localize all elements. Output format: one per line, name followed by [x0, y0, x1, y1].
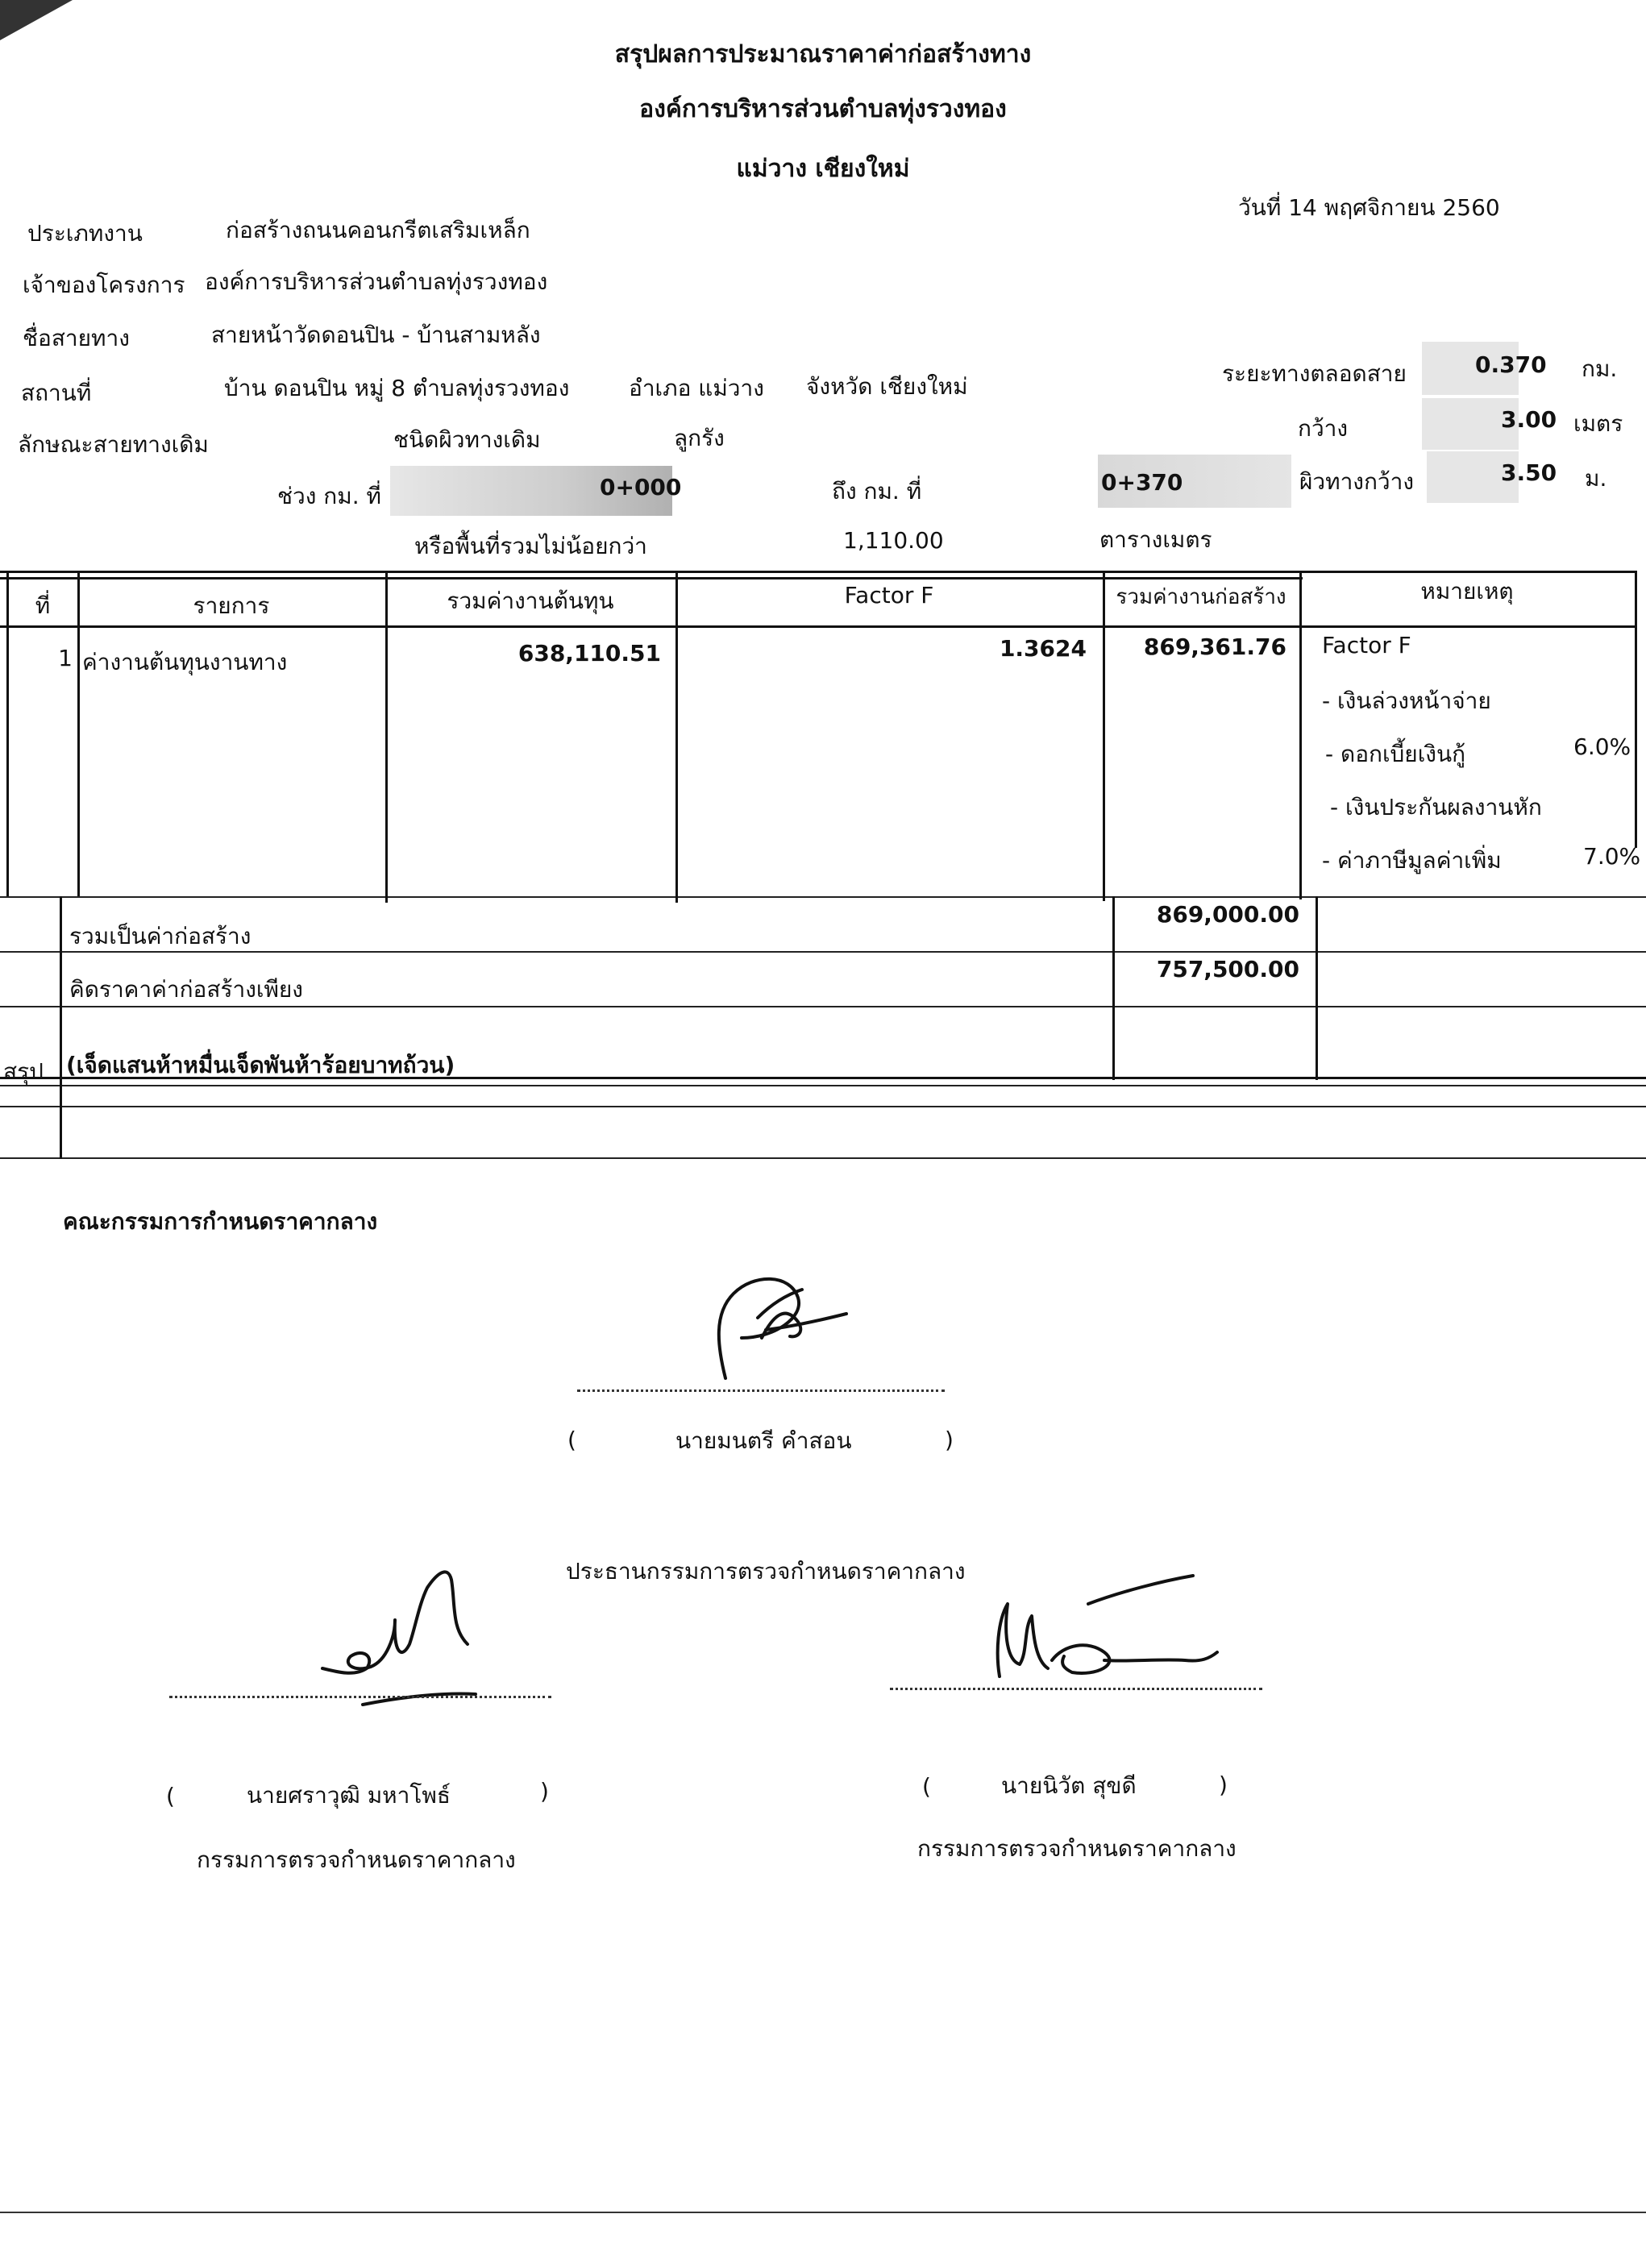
member1-role: กรรมการตรวจกำหนดราคากลาง — [197, 1846, 516, 1873]
chair-open-paren: ( — [567, 1427, 576, 1453]
header-factor: Factor F — [844, 582, 934, 609]
width-label: กว้าง — [1298, 415, 1349, 442]
to-km-label: ถึง กม. ที่ — [832, 478, 922, 505]
chair-name: นายมนตรี คำสอน — [675, 1427, 852, 1454]
owner-label: เจ้าของโครงการ — [23, 272, 185, 298]
member1-open-paren: ( — [166, 1783, 175, 1809]
old-surface-value: ลูกรัง — [674, 425, 725, 451]
notes-interest-rate: 6.0% — [1573, 733, 1631, 760]
route-value: สายหน้าวัดดอนปิน - บ้านสามหลัง — [211, 322, 541, 348]
district-title: แม่วาง เชียงใหม่ — [736, 155, 910, 183]
length-value: 0.370 — [1475, 351, 1547, 378]
header-total: รวมค่างานก่อสร้าง — [1116, 585, 1286, 609]
chair-signature-line — [577, 1389, 945, 1392]
length-unit: กม. — [1582, 355, 1618, 382]
organization-title: องค์การบริหารส่วนตำบลทุ่งรวงทอง — [639, 95, 1007, 123]
member2-name: นายนิวัต สุขดี — [1001, 1772, 1137, 1799]
member1-close-paren: ) — [540, 1778, 549, 1805]
member2-close-paren: ) — [1219, 1772, 1228, 1798]
section-label: ช่วง กม. ที่ — [277, 483, 381, 509]
page-bottom-rule — [0, 2212, 1646, 2213]
notes-vat: - ค่าภาษีมูลค่าเพิ่ม — [1322, 847, 1502, 874]
km-end-value: 0+370 — [1101, 469, 1183, 496]
sum-label: รวมเป็นค่าก่อสร้าง — [69, 923, 251, 949]
width-value: 3.00 — [1501, 406, 1557, 433]
chair-role: ประธานกรรมการตรวจกำหนดราคากลาง — [566, 1558, 966, 1585]
surface-width-value: 3.50 — [1501, 459, 1557, 486]
row-cost: 638,110.51 — [517, 640, 661, 667]
length-label: ระยะทางตลอดสาย — [1222, 360, 1407, 387]
location-value: บ้าน ดอนปิน หมู่ 8 ตำบลทุ่งรวงทอง — [224, 375, 570, 401]
notes-guarantee: - เงินประกันผลงานหัก — [1330, 794, 1542, 820]
notes-factor-heading: Factor F — [1322, 632, 1411, 658]
row-item: ค่างานต้นทุนงานทาง — [82, 649, 288, 675]
surface-width-unit: ม. — [1585, 465, 1607, 492]
notes-advance: - เงินล่วงหน้าจ่าย — [1322, 687, 1491, 714]
row-no: 1 — [58, 645, 73, 671]
province-value: จังหวัด เชียงใหม่ — [806, 373, 968, 400]
sum-value: 869,000.00 — [1156, 901, 1299, 928]
owner-value: องค์การบริหารส่วนตำบลทุ่งรวงทอง — [205, 268, 548, 295]
header-no: ที่ — [35, 592, 51, 619]
notes-interest: - ดอกเบี้ยเงินกู้ — [1325, 741, 1466, 767]
km-start-value: 0+000 — [600, 474, 682, 501]
area-unit: ตารางเมตร — [1099, 526, 1212, 553]
price-value: 757,500.00 — [1156, 956, 1299, 982]
document-date: วันที่ 14 พฤศจิกายน 2560 — [1238, 194, 1500, 221]
chair-signature — [709, 1265, 871, 1386]
price-label: คิดราคาค่าก่อสร้างเพียง — [69, 976, 303, 1003]
width-unit: เมตร — [1573, 410, 1623, 437]
chair-close-paren: ) — [945, 1427, 954, 1453]
header-cost: รวมค่างานต้นทุน — [447, 588, 614, 614]
member2-signature — [983, 1572, 1241, 1693]
member2-role: กรรมการตรวจกำหนดราคากลาง — [917, 1835, 1237, 1862]
work-type-value: ก่อสร้างถนนคอนกรีตเสริมเหล็ก — [226, 217, 530, 243]
old-route-label: ลักษณะสายทางเดิม — [18, 431, 209, 458]
member1-name: นายศราวุฒิ มหาโพธ์ — [247, 1782, 451, 1809]
member2-open-paren: ( — [922, 1773, 931, 1800]
amphoe-value: อำเภอ แม่วาง — [629, 375, 764, 401]
document-title: สรุปผลการประมาณราคาค่าก่อสร้างทาง — [614, 40, 1032, 69]
committee-heading: คณะกรรมการกำหนดราคากลาง — [63, 1208, 378, 1235]
location-label: สถานที่ — [21, 380, 92, 406]
old-surface-label: ชนิดผิวทางเดิม — [393, 426, 541, 453]
member2-signature-line — [890, 1688, 1262, 1690]
header-item: รายการ — [193, 592, 270, 619]
summary-label: สรุป — [3, 1058, 44, 1085]
notes-vat-rate: 7.0% — [1583, 843, 1641, 870]
route-label: ชื่อสายทาง — [23, 325, 130, 351]
member1-signature-line — [169, 1696, 551, 1698]
member1-signature — [306, 1547, 500, 1709]
area-label: หรือพื้นที่รวมไม่น้อยกว่า — [414, 533, 647, 559]
row-factor: 1.3624 — [999, 635, 1087, 662]
work-type-label: ประเภทงาน — [27, 220, 143, 247]
surface-width-label: ผิวทางกว้าง — [1299, 468, 1415, 495]
area-value: 1,110.00 — [843, 527, 944, 554]
scan-corner-shadow — [0, 0, 73, 40]
row-total: 869,361.76 — [1143, 633, 1286, 660]
header-remarks: หมายเหตุ — [1420, 578, 1514, 604]
summary-text: (เจ็ดแสนห้าหมื่นเจ็ดพันห้าร้อยบาทถ้วน) — [66, 1052, 455, 1078]
